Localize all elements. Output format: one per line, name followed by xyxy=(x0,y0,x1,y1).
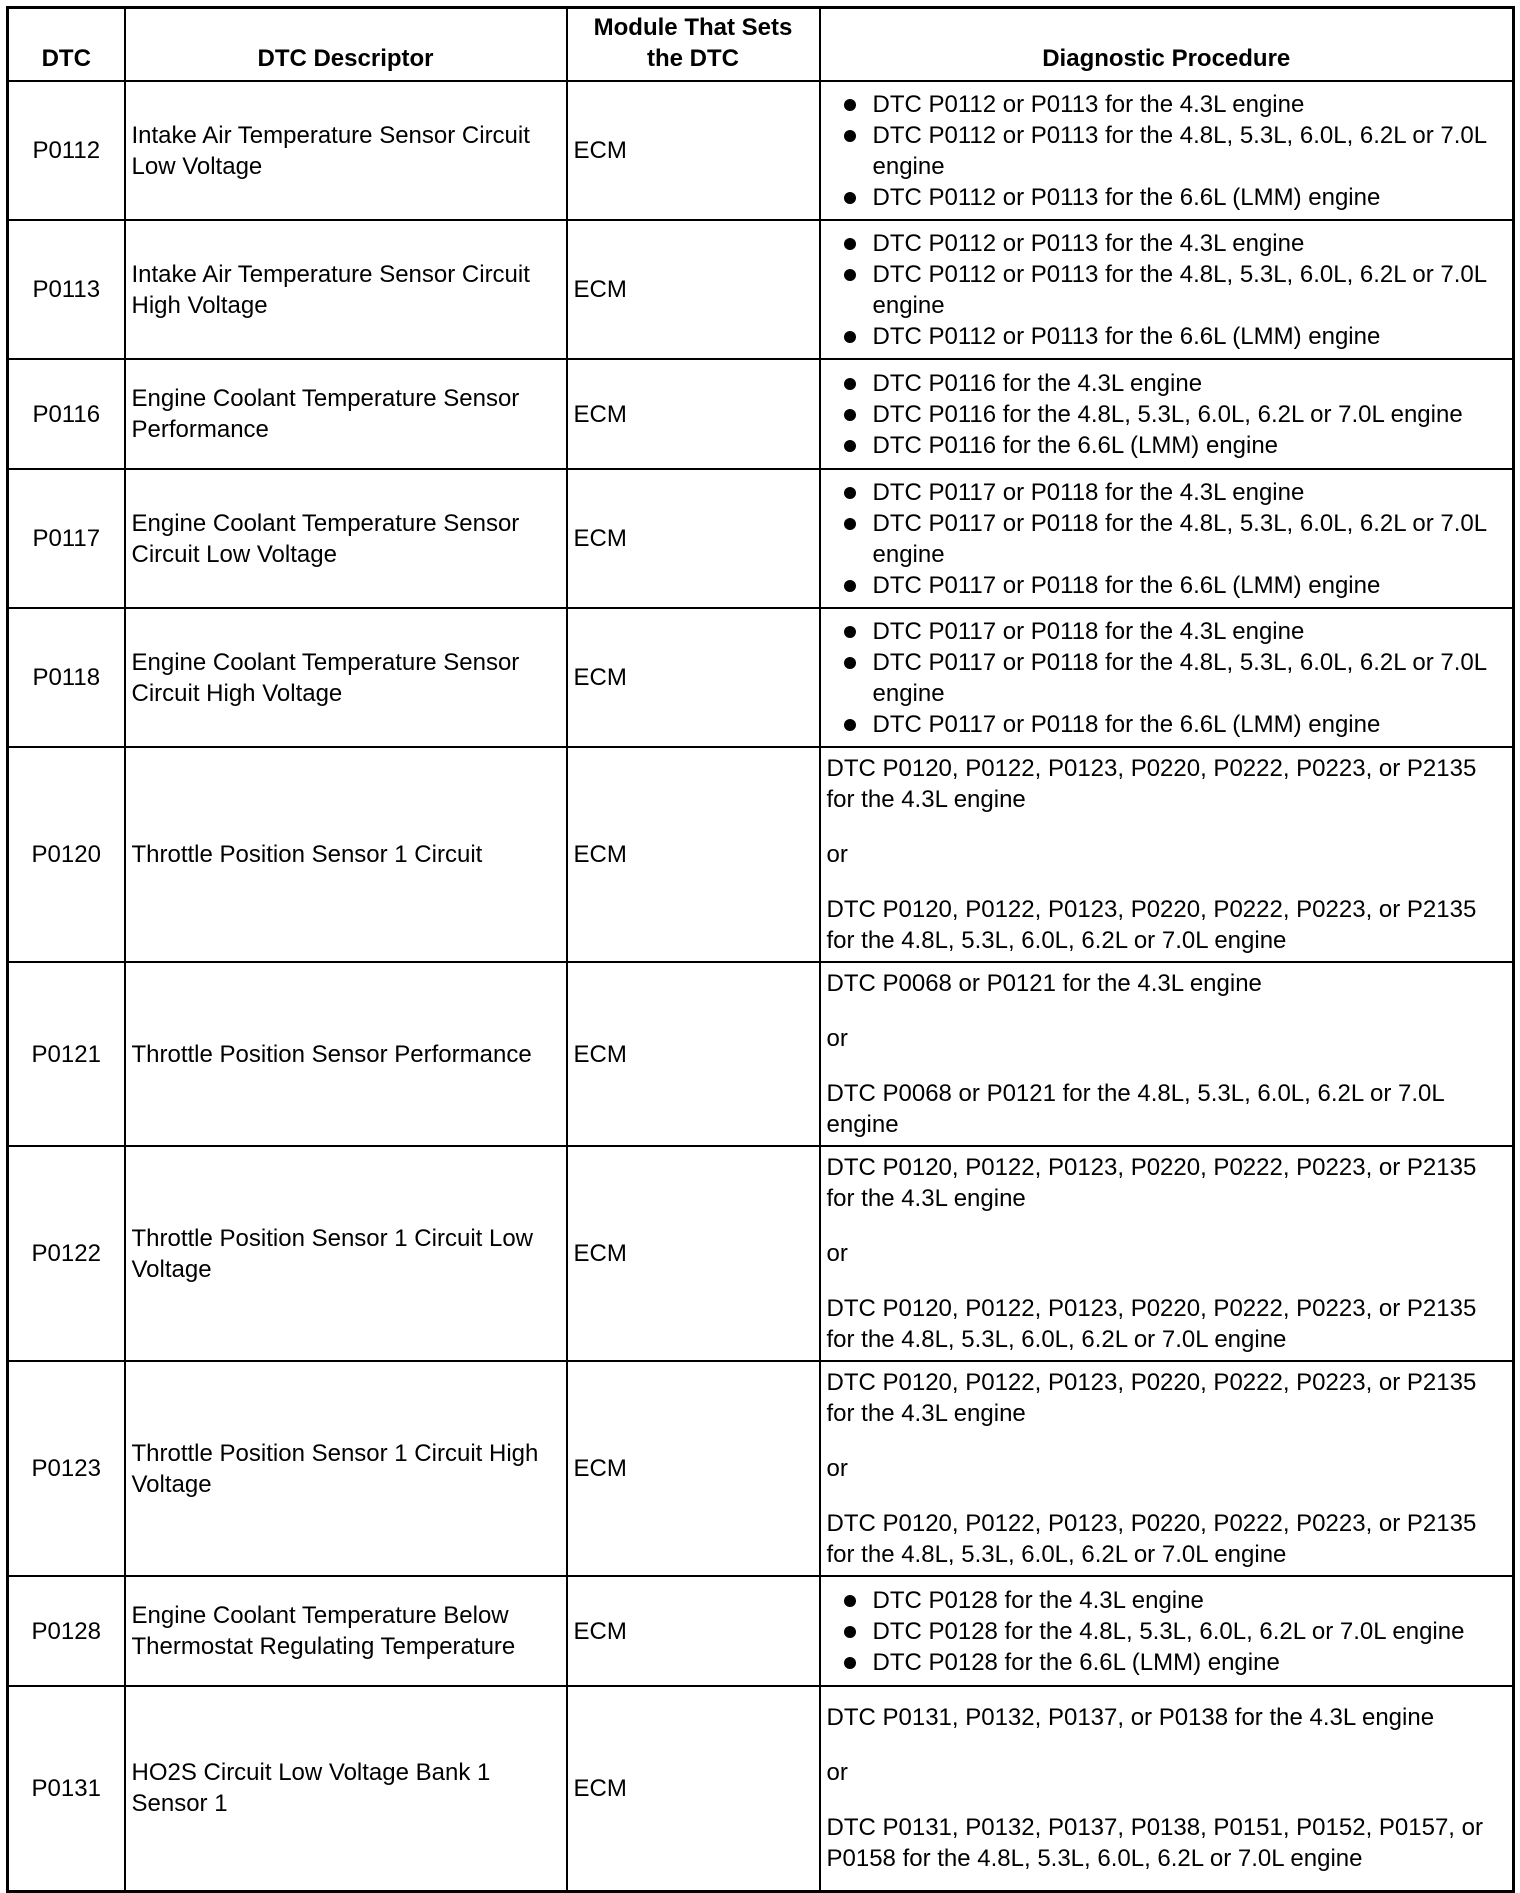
diagnostic-procedure xyxy=(820,747,1514,962)
procedure-bullet: DTC P0112 or P0113 for the 4.8L, 5.3L, 6.0L, 6.2L or 7.0L engine xyxy=(827,259,1507,321)
dtc-code: P0112 xyxy=(8,81,125,220)
procedure-bullet: DTC P0117 or P0118 for the 6.6L (LMM) engine xyxy=(827,709,1507,740)
dtc-descriptor: Throttle Position Sensor 1 Circuit Low Voltage xyxy=(125,1146,567,1361)
dtc-module: ECM xyxy=(567,1576,820,1686)
header-row xyxy=(8,8,1514,82)
table-row xyxy=(8,359,1514,469)
dtc-module: ECM xyxy=(567,1686,820,1891)
diagnostic-procedure xyxy=(820,220,1514,359)
dtc-module: ECM xyxy=(567,220,820,359)
procedure-bullet: DTC P0116 for the 4.3L engine xyxy=(827,368,1507,399)
procedure-or: or xyxy=(826,1455,848,1482)
dtc-descriptor: Throttle Position Sensor Performance xyxy=(125,962,567,1146)
dtc-descriptor: Intake Air Temperature Sensor Circuit High Voltage xyxy=(125,220,567,359)
paragraph-gap xyxy=(827,870,1507,894)
dtc-code: P0118 xyxy=(8,608,125,747)
header-dtc: DTC xyxy=(8,8,125,82)
procedure-bullet: DTC P0112 or P0113 for the 6.6L (LMM) engine xyxy=(827,321,1507,352)
procedure-bullet: DTC P0128 for the 4.3L engine xyxy=(827,1585,1507,1616)
procedure-or: or xyxy=(826,1759,848,1787)
diagnostic-procedure xyxy=(820,469,1514,608)
procedure-bullet: DTC P0112 or P0113 for the 4.3L engine xyxy=(827,89,1507,120)
procedure-bullet: DTC P0117 or P0118 for the 4.8L, 5.3L, 6.0L, 6.2L or 7.0L engine xyxy=(827,647,1507,709)
dtc-code: P0120 xyxy=(8,747,125,962)
paragraph-gap xyxy=(827,1269,1507,1293)
dtc-code: P0113 xyxy=(8,220,125,359)
procedure-paragraph: DTC P0131, P0132, P0137, or P0138 for the 4.3L engine xyxy=(826,1704,1435,1732)
diagnostic-procedure xyxy=(820,1361,1514,1576)
diagnostic-procedure xyxy=(820,608,1514,747)
dtc-descriptor: Throttle Position Sensor 1 Circuit High Voltage xyxy=(125,1361,567,1576)
table-row xyxy=(8,1361,1514,1576)
procedure-or: or xyxy=(826,1025,848,1052)
dtc-module: ECM xyxy=(567,608,820,747)
dtc-descriptor: Engine Coolant Temperature Sensor Performance xyxy=(125,359,567,469)
procedure-bullet: DTC P0128 for the 4.8L, 5.3L, 6.0L, 6.2L or 7.0L engine xyxy=(827,1616,1507,1647)
paragraph-gap xyxy=(827,1054,1507,1078)
table-row xyxy=(8,1146,1514,1361)
procedure-bullet: DTC P0117 or P0118 for the 6.6L (LMM) engine xyxy=(827,570,1507,601)
procedure-paragraph: DTC P0120, P0122, P0123, P0220, P0222, P0223, or P2135 for the 4.8L, 5.3L, 6.0L, 6.2L or 7.0L engine xyxy=(826,1510,1477,1568)
table-row xyxy=(8,469,1514,608)
dtc-module: ECM xyxy=(567,747,820,962)
procedure-paragraph: DTC P0068 or P0121 for the 4.8L, 5.3L, 6.0L, 6.2L or 7.0L engine xyxy=(826,1080,1444,1138)
dtc-module: ECM xyxy=(567,359,820,469)
dtc-module: ECM xyxy=(567,1361,820,1576)
dtc-descriptor: Intake Air Temperature Sensor Circuit Low Voltage xyxy=(125,81,567,220)
table-row xyxy=(8,81,1514,220)
dtc-code: P0123 xyxy=(8,1361,125,1576)
procedure-paragraph: DTC P0120, P0122, P0123, P0220, P0222, P0223, or P2135 for the 4.8L, 5.3L, 6.0L, 6.2L or 7.0L engine xyxy=(826,896,1477,954)
procedure-bullet-list xyxy=(827,368,1507,461)
procedure-bullet: DTC P0117 or P0118 for the 4.3L engine xyxy=(827,616,1507,647)
procedure-bullet: DTC P0128 for the 6.6L (LMM) engine xyxy=(827,1647,1507,1678)
procedure-bullet: DTC P0112 or P0113 for the 6.6L (LMM) engine xyxy=(827,182,1507,213)
header-descriptor: DTC Descriptor xyxy=(125,8,567,82)
table-row xyxy=(8,1576,1514,1686)
procedure-bullet: DTC P0116 for the 6.6L (LMM) engine xyxy=(827,430,1507,461)
dtc-module: ECM xyxy=(567,469,820,608)
dtc-code: P0131 xyxy=(8,1686,125,1891)
table-row xyxy=(8,608,1514,747)
paragraph-gap xyxy=(827,1484,1507,1508)
diagnostic-procedure xyxy=(820,81,1514,220)
document-page xyxy=(6,6,1512,1893)
dtc-module: ECM xyxy=(567,962,820,1146)
procedure-paragraph: DTC P0120, P0122, P0123, P0220, P0222, P0223, or P2135 for the 4.3L engine xyxy=(826,755,1477,813)
procedure-paragraph: DTC P0120, P0122, P0123, P0220, P0222, P0223, or P2135 for the 4.3L engine xyxy=(826,1154,1477,1212)
dtc-descriptor: Engine Coolant Temperature Below Thermostat Regulating Temperature xyxy=(125,1576,567,1686)
dtc-descriptor: Engine Coolant Temperature Sensor Circuit Low Voltage xyxy=(125,469,567,608)
table-row xyxy=(8,220,1514,359)
paragraph-gap xyxy=(827,1788,1507,1812)
dtc-code: P0116 xyxy=(8,359,125,469)
procedure-bullet-list xyxy=(827,477,1507,601)
table-row xyxy=(8,747,1514,962)
procedure-paragraph: DTC P0120, P0122, P0123, P0220, P0222, P0223, or P2135 for the 4.3L engine xyxy=(826,1369,1477,1427)
dtc-table xyxy=(6,6,1515,1893)
dtc-code: P0128 xyxy=(8,1576,125,1686)
dtc-descriptor: Throttle Position Sensor 1 Circuit xyxy=(125,747,567,962)
diagnostic-procedure xyxy=(820,1686,1514,1891)
procedure-bullet-list xyxy=(827,89,1507,213)
table-row xyxy=(8,1686,1514,1891)
table-body xyxy=(8,81,1514,1891)
dtc-code: P0121 xyxy=(8,962,125,1146)
diagnostic-procedure xyxy=(820,1146,1514,1361)
procedure-bullet-list xyxy=(827,1585,1507,1678)
paragraph-gap xyxy=(827,999,1507,1023)
dtc-descriptor: Engine Coolant Temperature Sensor Circuit High Voltage xyxy=(125,608,567,747)
dtc-module: ECM xyxy=(567,1146,820,1361)
procedure-bullet: DTC P0112 or P0113 for the 4.3L engine xyxy=(827,228,1507,259)
procedure-paragraph: DTC P0068 or P0121 for the 4.3L engine xyxy=(826,970,1262,997)
header-module: Module That Sets the DTC xyxy=(567,8,820,82)
procedure-bullet: DTC P0117 or P0118 for the 4.3L engine xyxy=(827,477,1507,508)
procedure-paragraph: DTC P0131, P0132, P0137, P0138, P0151, P0152, P0157, or P0158 for the 4.8L, 5.3L, 6.0L, 6.2L or 7.0L engine xyxy=(826,1814,1483,1873)
procedure-bullet-list xyxy=(827,228,1507,352)
procedure-or: or xyxy=(826,1240,848,1267)
diagnostic-procedure xyxy=(820,962,1514,1146)
procedure-bullet-list xyxy=(827,616,1507,740)
diagnostic-procedure xyxy=(820,1576,1514,1686)
dtc-code: P0122 xyxy=(8,1146,125,1361)
table-row xyxy=(8,962,1514,1146)
diagnostic-procedure xyxy=(820,359,1514,469)
header-procedure: Diagnostic Procedure xyxy=(820,8,1514,82)
paragraph-gap xyxy=(827,1733,1507,1757)
paragraph-gap xyxy=(827,1214,1507,1238)
paragraph-gap xyxy=(827,1429,1507,1453)
dtc-code: P0117 xyxy=(8,469,125,608)
procedure-bullet: DTC P0116 for the 4.8L, 5.3L, 6.0L, 6.2L or 7.0L engine xyxy=(827,399,1507,430)
dtc-module: ECM xyxy=(567,81,820,220)
procedure-bullet: DTC P0117 or P0118 for the 4.8L, 5.3L, 6.0L, 6.2L or 7.0L engine xyxy=(827,508,1507,570)
paragraph-gap xyxy=(827,815,1507,839)
procedure-or: or xyxy=(826,841,848,868)
procedure-bullet: DTC P0112 or P0113 for the 4.8L, 5.3L, 6.0L, 6.2L or 7.0L engine xyxy=(827,120,1507,182)
procedure-paragraph: DTC P0120, P0122, P0123, P0220, P0222, P0223, or P2135 for the 4.8L, 5.3L, 6.0L, 6.2L or 7.0L engine xyxy=(826,1295,1477,1353)
dtc-descriptor: HO2S Circuit Low Voltage Bank 1 Sensor 1 xyxy=(125,1686,567,1891)
